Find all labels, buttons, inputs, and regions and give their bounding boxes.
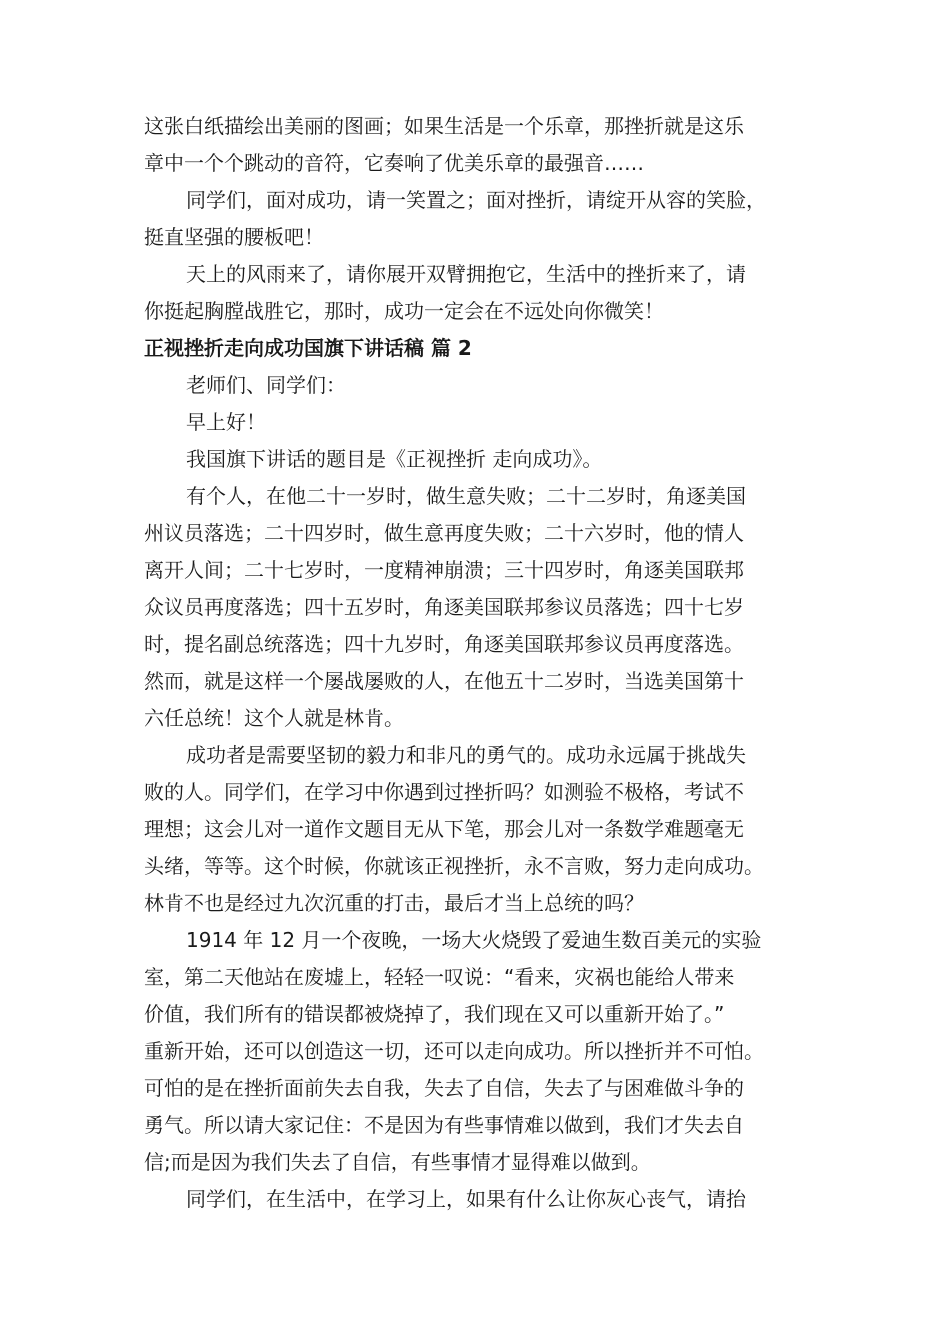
text-line: 这张白纸描绘出美丽的图画；如果生活是一个乐章，那挫折就是这乐: [144, 114, 744, 138]
text-line: 挺直坚强的腰板吧！: [144, 225, 324, 249]
text-line: 早上好！: [186, 410, 266, 434]
text-line: 头绪，等等。这个时候，你就该正视挫折，永不言败，努力走向成功。: [144, 854, 764, 878]
text-line: 重新开始，还可以创造这一切，还可以走向成功。所以挫折并不可怕。: [144, 1039, 764, 1063]
text-line: 可怕的是在挫折面前失去自我，失去了自信，失去了与困难做斗争的: [144, 1076, 744, 1100]
text-line: 章中一个个跳动的音符，它奏响了优美乐章的最强音……: [144, 151, 644, 175]
text-line: 众议员再度落选；四十五岁时，角逐美国联邦参议员落选；四十七岁: [144, 595, 744, 619]
text-line: 州议员落选；二十四岁时，做生意再度失败；二十六岁时，他的情人: [144, 521, 744, 545]
text-line: 价值，我们所有的错误都被烧掉了，我们现在又可以重新开始了。”: [144, 1002, 725, 1026]
text-line: 败的人。同学们，在学习中你遇到过挫折吗？如测验不极格，考试不: [144, 780, 744, 804]
text-line: 林肯不也是经过九次沉重的打击，最后才当上总统的吗？: [144, 891, 644, 915]
text-line: 室，第二天他站在废墟上，轻轻一叹说：“看来，灾祸也能给人带来: [144, 965, 735, 989]
text-line: 离开人间；二十七岁时，一度精神崩溃；三十四岁时，角逐美国联邦: [144, 558, 744, 582]
text-line: 然而，就是这样一个屡战屡败的人，在他五十二岁时，当选美国第十: [144, 669, 744, 693]
text-line: 同学们，在生活中，在学习上，如果有什么让你灰心丧气，请抬: [186, 1187, 746, 1211]
text-line: 时，提名副总统落选；四十九岁时，角逐美国联邦参议员再度落选。: [144, 632, 744, 656]
text-line: 勇气。所以请大家记住：不是因为有些事情难以做到，我们才失去自: [144, 1113, 744, 1137]
text-line: 老师们、同学们：: [186, 373, 346, 397]
text-line: 你挺起胸膛战胜它，那时，成功一定会在不远处向你微笑！: [144, 299, 664, 323]
text-line: 天上的风雨来了，请你展开双臂拥抱它，生活中的挫折来了，请: [186, 262, 746, 286]
text-line: 信;而是因为我们失去了自信，有些事情才显得难以做到。: [144, 1150, 651, 1174]
text-line: 六任总统！这个人就是林肯。: [144, 706, 404, 730]
document-page: [144, 108, 830, 1218]
text-line: 同学们，面对成功，请一笑置之；面对挫折，请绽开从容的笑脸，: [186, 188, 766, 212]
text-line: 成功者是需要坚韧的毅力和非凡的勇气的。成功永远属于挑战失: [186, 743, 746, 767]
text-line: 理想；这会儿对一道作文题目无从下笔，那会儿对一条数学难题毫无: [144, 817, 744, 841]
section-heading: 正视挫折走向成功国旗下讲话稿 篇 2: [144, 336, 472, 360]
text-line: 我国旗下讲话的题目是《正视挫折 走向成功》。: [186, 447, 603, 471]
text-line: 有个人，在他二十一岁时，做生意失败；二十二岁时，角逐美国: [186, 484, 746, 508]
text-line: 1914 年 12 月一个夜晚，一场大火烧毁了爱迪生数百美元的实验: [186, 928, 762, 952]
